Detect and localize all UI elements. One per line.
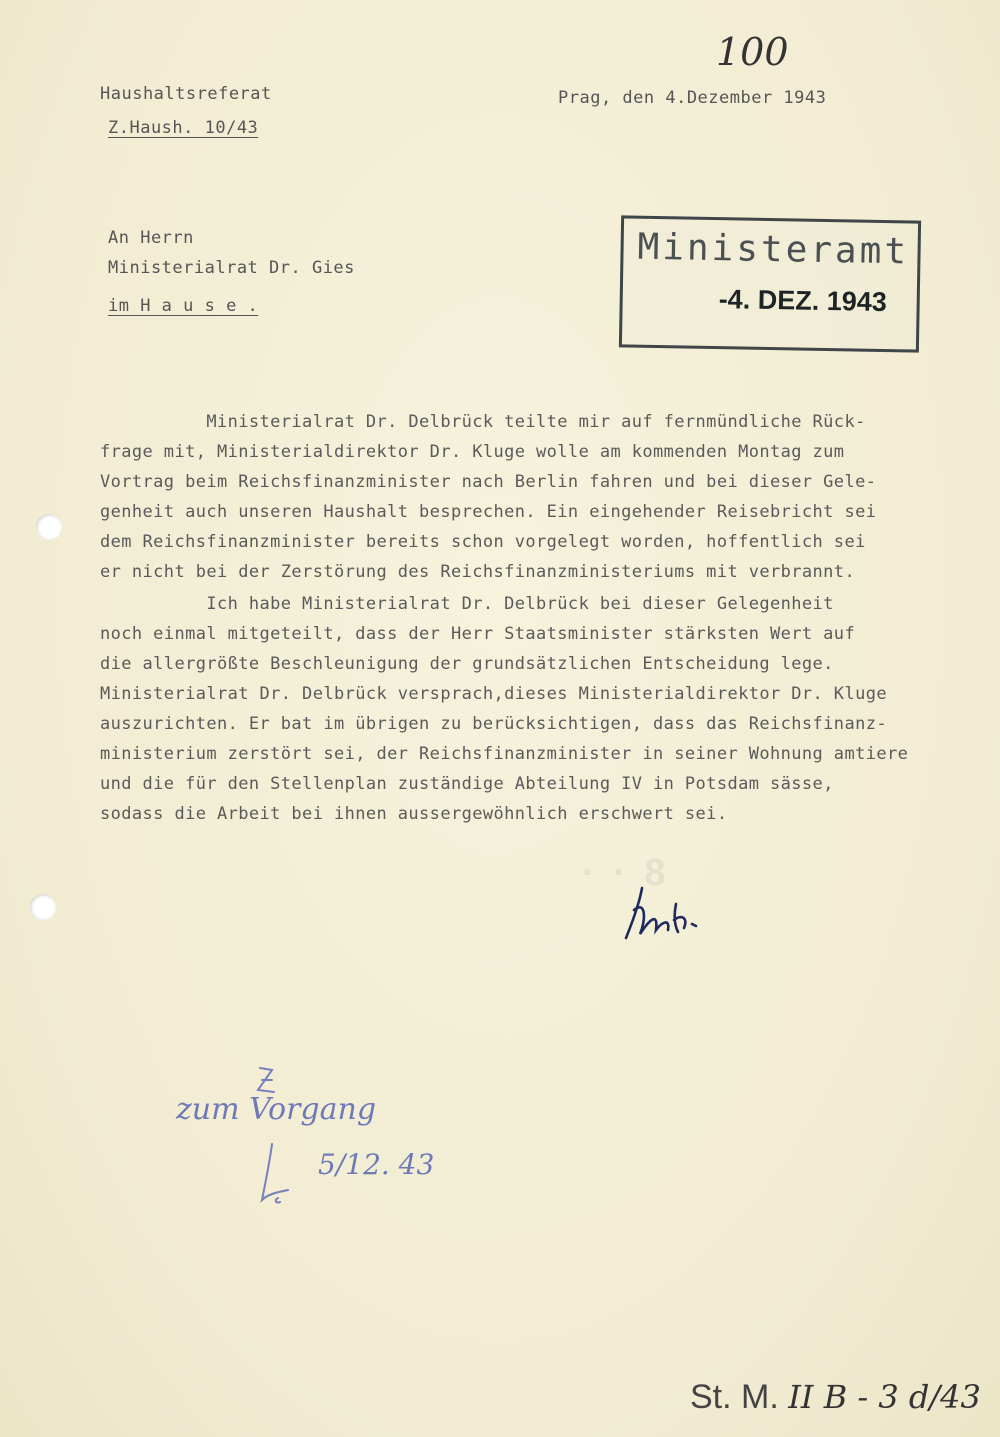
body-line: ministerium zerstört sei, der Reichsfinanzminister in seiner Wohnung amtiere	[100, 744, 909, 764]
body-line: auszurichten. Er bat im übrigen zu berücksichtigen, dass das Reichsfinanz-	[100, 714, 887, 734]
punch-hole-top	[36, 514, 62, 540]
reference-number: Z.Haush. 10/43	[108, 118, 259, 138]
signature-initials	[612, 880, 732, 950]
pencil-initial-mark	[258, 1140, 298, 1210]
recipient-line-3: im H a u s e .	[108, 296, 259, 316]
body-line: genheit auch unseren Haushalt besprechen. Ein eingehender Reisebricht sei	[100, 502, 877, 522]
body-line: Ministerialrat Dr. Delbrück teilte mir auf fernmündliche Rück-	[100, 412, 866, 432]
recipient-line-1: An Herrn	[108, 228, 194, 248]
stamp-date: -4. DEZ. 1943	[718, 284, 888, 318]
body-line: sodass die Arbeit bei ihnen aussergewöhnlich erschwert sei.	[100, 804, 728, 824]
archive-reference	[690, 1378, 981, 1417]
place-date: Prag, den 4.Dezember 1943	[558, 88, 827, 108]
bleed-through-marks: · · 8	[582, 852, 670, 894]
body-line: dem Reichsfinanzminister bereits schon vorgelegt worden, hoffentlich sei	[100, 532, 866, 552]
body-line: Ich habe Ministerialrat Dr. Delbrück bei dieser Gelegenheit	[100, 594, 834, 614]
page-number: 100	[716, 30, 789, 74]
body-line: die allergrößte Beschleunigung der grundsätzlichen Entscheidung lege.	[100, 654, 834, 674]
recipient-line-2: Ministerialrat Dr. Gies	[108, 258, 355, 278]
archive-prefix: St. M.	[690, 1378, 779, 1416]
body-line: frage mit, Ministerialdirektor Dr. Kluge wolle am kommenden Montag zum	[100, 442, 845, 462]
annotation-zum-vorgang: zum Vorgang	[176, 1092, 377, 1127]
body-line: Ministerialrat Dr. Delbrück versprach,dieses Ministerialdirektor Dr. Kluge	[100, 684, 887, 704]
archive-code: II B - 3 d/43	[788, 1378, 981, 1416]
department-label: Haushaltsreferat	[100, 84, 272, 104]
body-line: Vortrag beim Reichsfinanzminister nach Berlin fahren und bei dieser Gele-	[100, 472, 877, 492]
body-line: noch einmal mitgeteilt, dass der Herr Staatsminister stärksten Wert auf	[100, 624, 856, 644]
punch-hole-bottom	[30, 894, 56, 920]
ministeramt-stamp	[619, 215, 921, 352]
annotation-date: 5/12. 43	[318, 1148, 435, 1181]
body-line: und die für den Stellenplan zuständige Abteilung IV in Potsdam sässe,	[100, 774, 834, 794]
letter-body	[100, 412, 909, 842]
stamp-title: Ministeramt	[637, 226, 910, 273]
body-line: er nicht bei der Zerstörung des Reichsfinanzministeriums mit verbrannt.	[100, 562, 856, 582]
